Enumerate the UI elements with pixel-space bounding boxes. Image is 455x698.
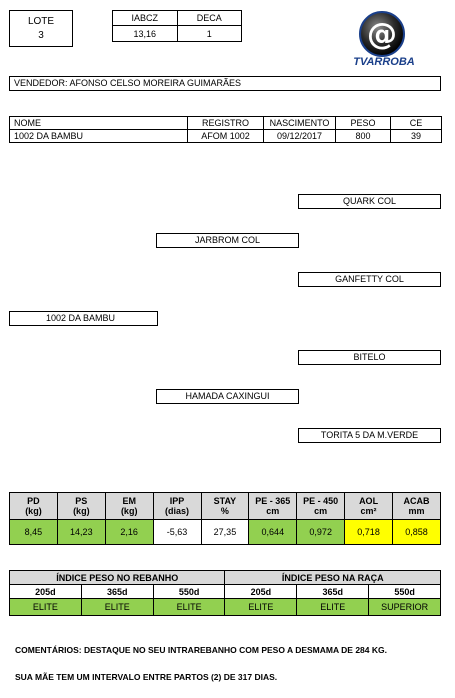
class-550-raca: SUPERIOR [369, 599, 441, 616]
deca-value: 1 [177, 26, 242, 42]
dep-header-pe365: PE - 365 cm [249, 493, 297, 520]
age-550-rebanho: 550d [153, 585, 225, 599]
tvarroba-logo [352, 6, 416, 70]
dep-header-ps: PS (kg) [57, 493, 105, 520]
pedigree-self: 1002 DA BAMBU [9, 311, 158, 326]
dep-value-pe450: 0,972 [297, 520, 345, 545]
dep-header-stay: STAY % [201, 493, 249, 520]
animal-nome: 1002 DA BAMBU [10, 130, 188, 143]
pedigree-dam-dam: TORITA 5 DA M.VERDE [298, 428, 441, 443]
age-365-rebanho: 365d [81, 585, 153, 599]
deps-table [9, 492, 441, 545]
pedigree-dam-sire: BITELO [298, 350, 441, 365]
pedigree-sire-sire: QUARK COL [298, 194, 441, 209]
dep-header-pe450: PE - 450 cm [297, 493, 345, 520]
lote-box [9, 10, 73, 47]
age-205-rebanho: 205d [10, 585, 82, 599]
comment-line-2: SUA MÃE TEM UM INTERVALO ENTRE PARTOS (2) DE 317 DIAS. [15, 672, 278, 682]
deca-header: DECA [177, 11, 242, 26]
pedigree-sire-dam: GANFETTY COL [298, 272, 441, 287]
col-peso-header: PESO [336, 117, 391, 130]
animal-registro: AFOM 1002 [188, 130, 264, 143]
dep-value-pe365: 0,644 [249, 520, 297, 545]
logo-text: TVARROBA [353, 56, 415, 68]
dep-value-stay: 27,35 [201, 520, 249, 545]
dep-value-pd: 8,45 [10, 520, 58, 545]
indice-peso-table [9, 570, 441, 616]
dep-value-ps: 14,23 [57, 520, 105, 545]
comment-line-1: COMENTÁRIOS: DESTAQUE NO SEU INTRAREBANHO COM PESO A DESMAMA DE 284 KG. [15, 645, 387, 655]
dep-header-ipp: IPP (dias) [153, 493, 201, 520]
vendedor-text: VENDEDOR: AFONSO CELSO MOREIRA GUIMARÃES [14, 78, 242, 88]
deps-values-row [10, 520, 441, 545]
col-nascimento-header: NASCIMENTO [264, 117, 336, 130]
iabcz-value: 13,16 [113, 26, 178, 42]
animal-peso: 800 [336, 130, 391, 143]
svg-text:@: @ [367, 17, 397, 52]
dep-value-acab: 0,858 [393, 520, 441, 545]
col-registro-header: REGISTRO [188, 117, 264, 130]
dep-header-pd: PD (kg) [10, 493, 58, 520]
col-nome-header: NOME [10, 117, 188, 130]
iabcz-header: IABCZ [113, 11, 178, 26]
dep-header-aol: AOL cm² [345, 493, 393, 520]
dep-value-aol: 0,718 [345, 520, 393, 545]
class-205-raca: ELITE [225, 599, 297, 616]
indice-rebanho-title: ÍNDICE PESO NO REBANHO [10, 571, 225, 585]
dep-header-acab: ACAB mm [393, 493, 441, 520]
lote-label: LOTE [27, 16, 55, 27]
animal-nascimento: 09/12/2017 [264, 130, 336, 143]
lote-value: 3 [38, 30, 44, 41]
pedigree-sire: JARBROM COL [156, 233, 299, 248]
dep-value-ipp: -5,63 [153, 520, 201, 545]
class-205-rebanho: ELITE [10, 599, 82, 616]
class-365-raca: ELITE [297, 599, 369, 616]
col-ce-header: CE [391, 117, 442, 130]
animal-ce: 39 [391, 130, 442, 143]
animal-table [9, 116, 442, 143]
age-205-raca: 205d [225, 585, 297, 599]
vendedor-bar [9, 76, 441, 91]
indice-raca-title: ÍNDICE PESO NA RAÇA [225, 571, 441, 585]
age-550-raca: 550d [369, 585, 441, 599]
class-365-rebanho: ELITE [81, 599, 153, 616]
pedigree-dam: HAMADA CAXINGUI [156, 389, 299, 404]
dep-value-em: 2,16 [105, 520, 153, 545]
age-365-raca: 365d [297, 585, 369, 599]
dep-header-em: EM (kg) [105, 493, 153, 520]
class-550-rebanho: ELITE [153, 599, 225, 616]
indices-table [112, 10, 242, 42]
